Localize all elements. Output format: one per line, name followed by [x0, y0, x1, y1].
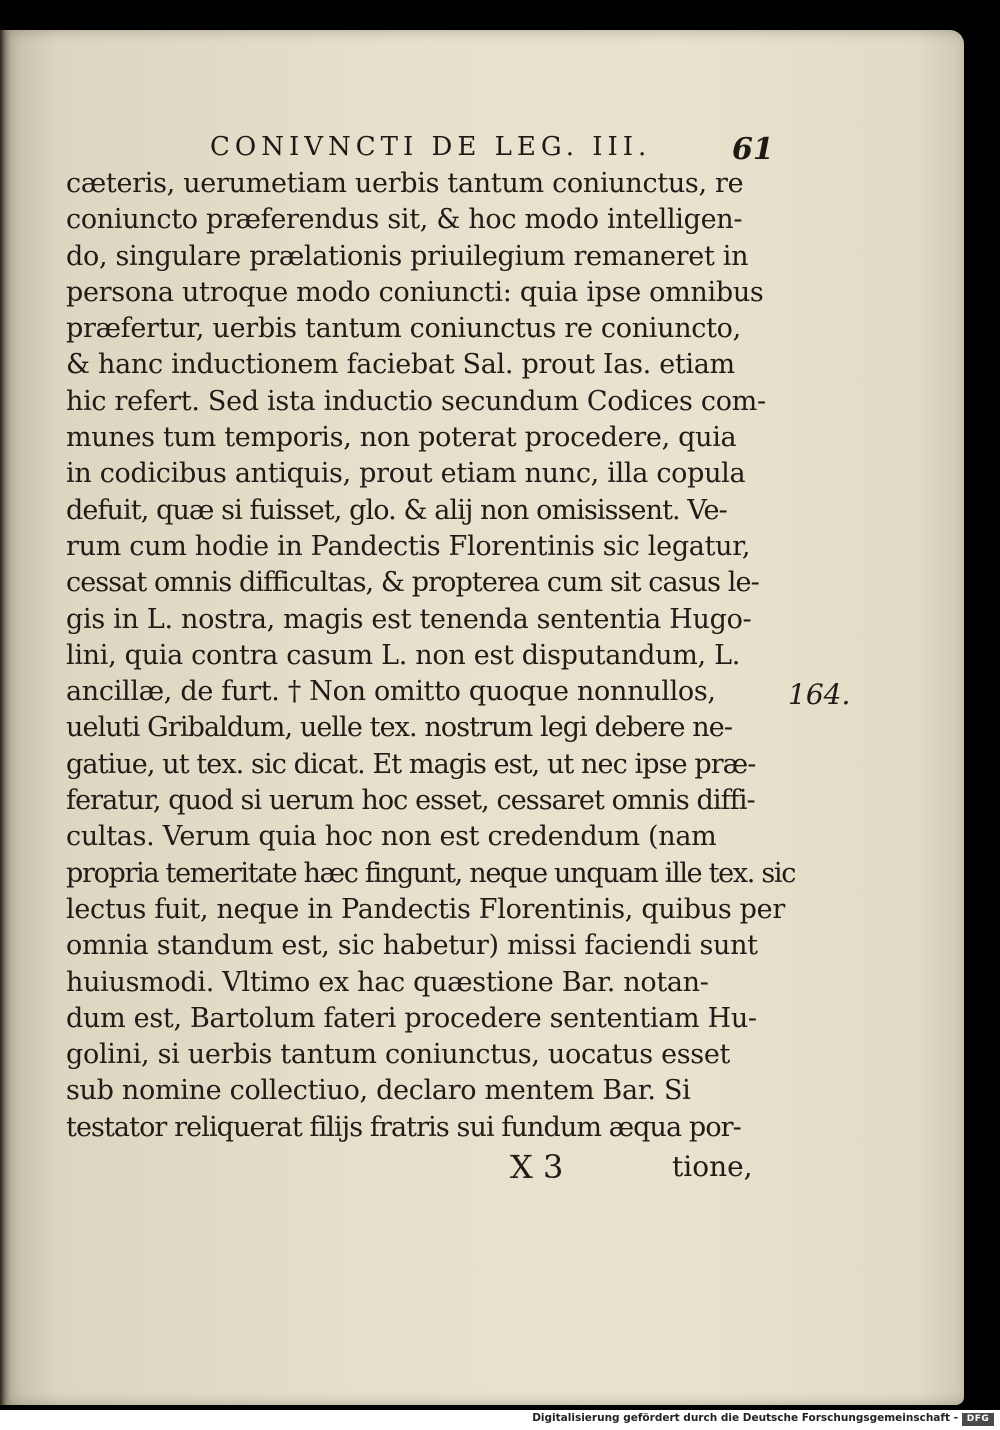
text-line: ancillæ, de furt. † Non omitto quoque nonnullos,	[66, 676, 716, 708]
text-line: propria temeritate hæc fingunt, neque unquam ille tex. sic	[66, 857, 796, 889]
text-line: rum cum hodie in Pandectis Florentinis sic legatur,	[66, 530, 751, 562]
dfg-logo-icon: DFG	[962, 1413, 994, 1426]
text-line: do, singulare prælationis priuilegium remaneret in	[66, 240, 749, 272]
text-line: feratur, quod si uerum hoc esset, cessaret omnis diffi-	[66, 785, 755, 817]
signature-mark: X 3	[510, 1148, 564, 1186]
folio-number: 61	[732, 132, 774, 167]
text-line: ueluti Gribaldum, uelle tex. nostrum legi debere ne-	[66, 712, 733, 744]
margin-note: 164.	[788, 678, 851, 711]
text-line: omnia standum est, sic habetur) missi faciendi sunt	[66, 930, 758, 962]
footer-bar	[0, 1410, 1000, 1430]
text-line: gatiue, ut tex. sic dicat. Et magis est, ut nec ipse præ-	[66, 748, 756, 780]
text-line: huiusmodi. Vltimo ex hac quæstione Bar. notan-	[66, 966, 709, 998]
text-line: præfertur, uerbis tantum coniunctus re coniuncto,	[66, 313, 741, 345]
catchword: tione,	[672, 1150, 753, 1183]
text-line: defuit, quæ si fuisset, glo. & alij non omisissent. Ve-	[66, 494, 727, 526]
text-line: cæteris, uerumetiam uerbis tantum coniunctus, re	[66, 168, 744, 199]
text-line: & hanc inductionem faciebat Sal. prout Ias. etiam	[66, 349, 735, 381]
text-line: sub nomine collectiuo, declaro mentem Bar. Si	[66, 1075, 691, 1107]
text-line: coniuncto præferendus sit, & hoc modo intelligen-	[66, 204, 743, 236]
text-line: lini, quia contra casum L. non est disputandum, L.	[66, 639, 741, 671]
text-line: persona utroque modo coniuncti: quia ipse omnibus	[66, 276, 764, 308]
text-line: cultas. Verum quia hoc non est credendum (nam	[66, 821, 717, 853]
text-line: golini, si uerbis tantum coniunctus, uocatus esset	[66, 1039, 731, 1071]
body-text	[66, 166, 796, 1146]
funding-notice: Digitalisierung gefördert durch die Deutsche Forschungsgemeinschaft -	[532, 1412, 958, 1424]
text-line: lectus fuit, neque in Pandectis Florentinis, quibus per	[66, 893, 785, 925]
text-line: dum est, Bartolum fateri procedere sententiam Hu-	[66, 1002, 757, 1034]
text-line: testator reliquerat filijs fratris sui fundum æqua por-	[66, 1111, 741, 1143]
text-line: gis in L. nostra, magis est tenenda sententia Hugo-	[66, 603, 752, 635]
text-line: hic refert. Sed ista inductio secundum Codices com-	[66, 385, 766, 417]
text-line: in codicibus antiquis, prout etiam nunc, illa copula	[66, 458, 746, 490]
running-head-title: CONIVNCTI DE LEG. III.	[210, 132, 652, 162]
text-line: cessat omnis difficultas, & propterea cum sit casus le-	[66, 567, 759, 599]
text-line: munes tum temporis, non poterat procedere, quia	[66, 422, 737, 454]
page-gutter-shadow	[0, 30, 10, 1405]
